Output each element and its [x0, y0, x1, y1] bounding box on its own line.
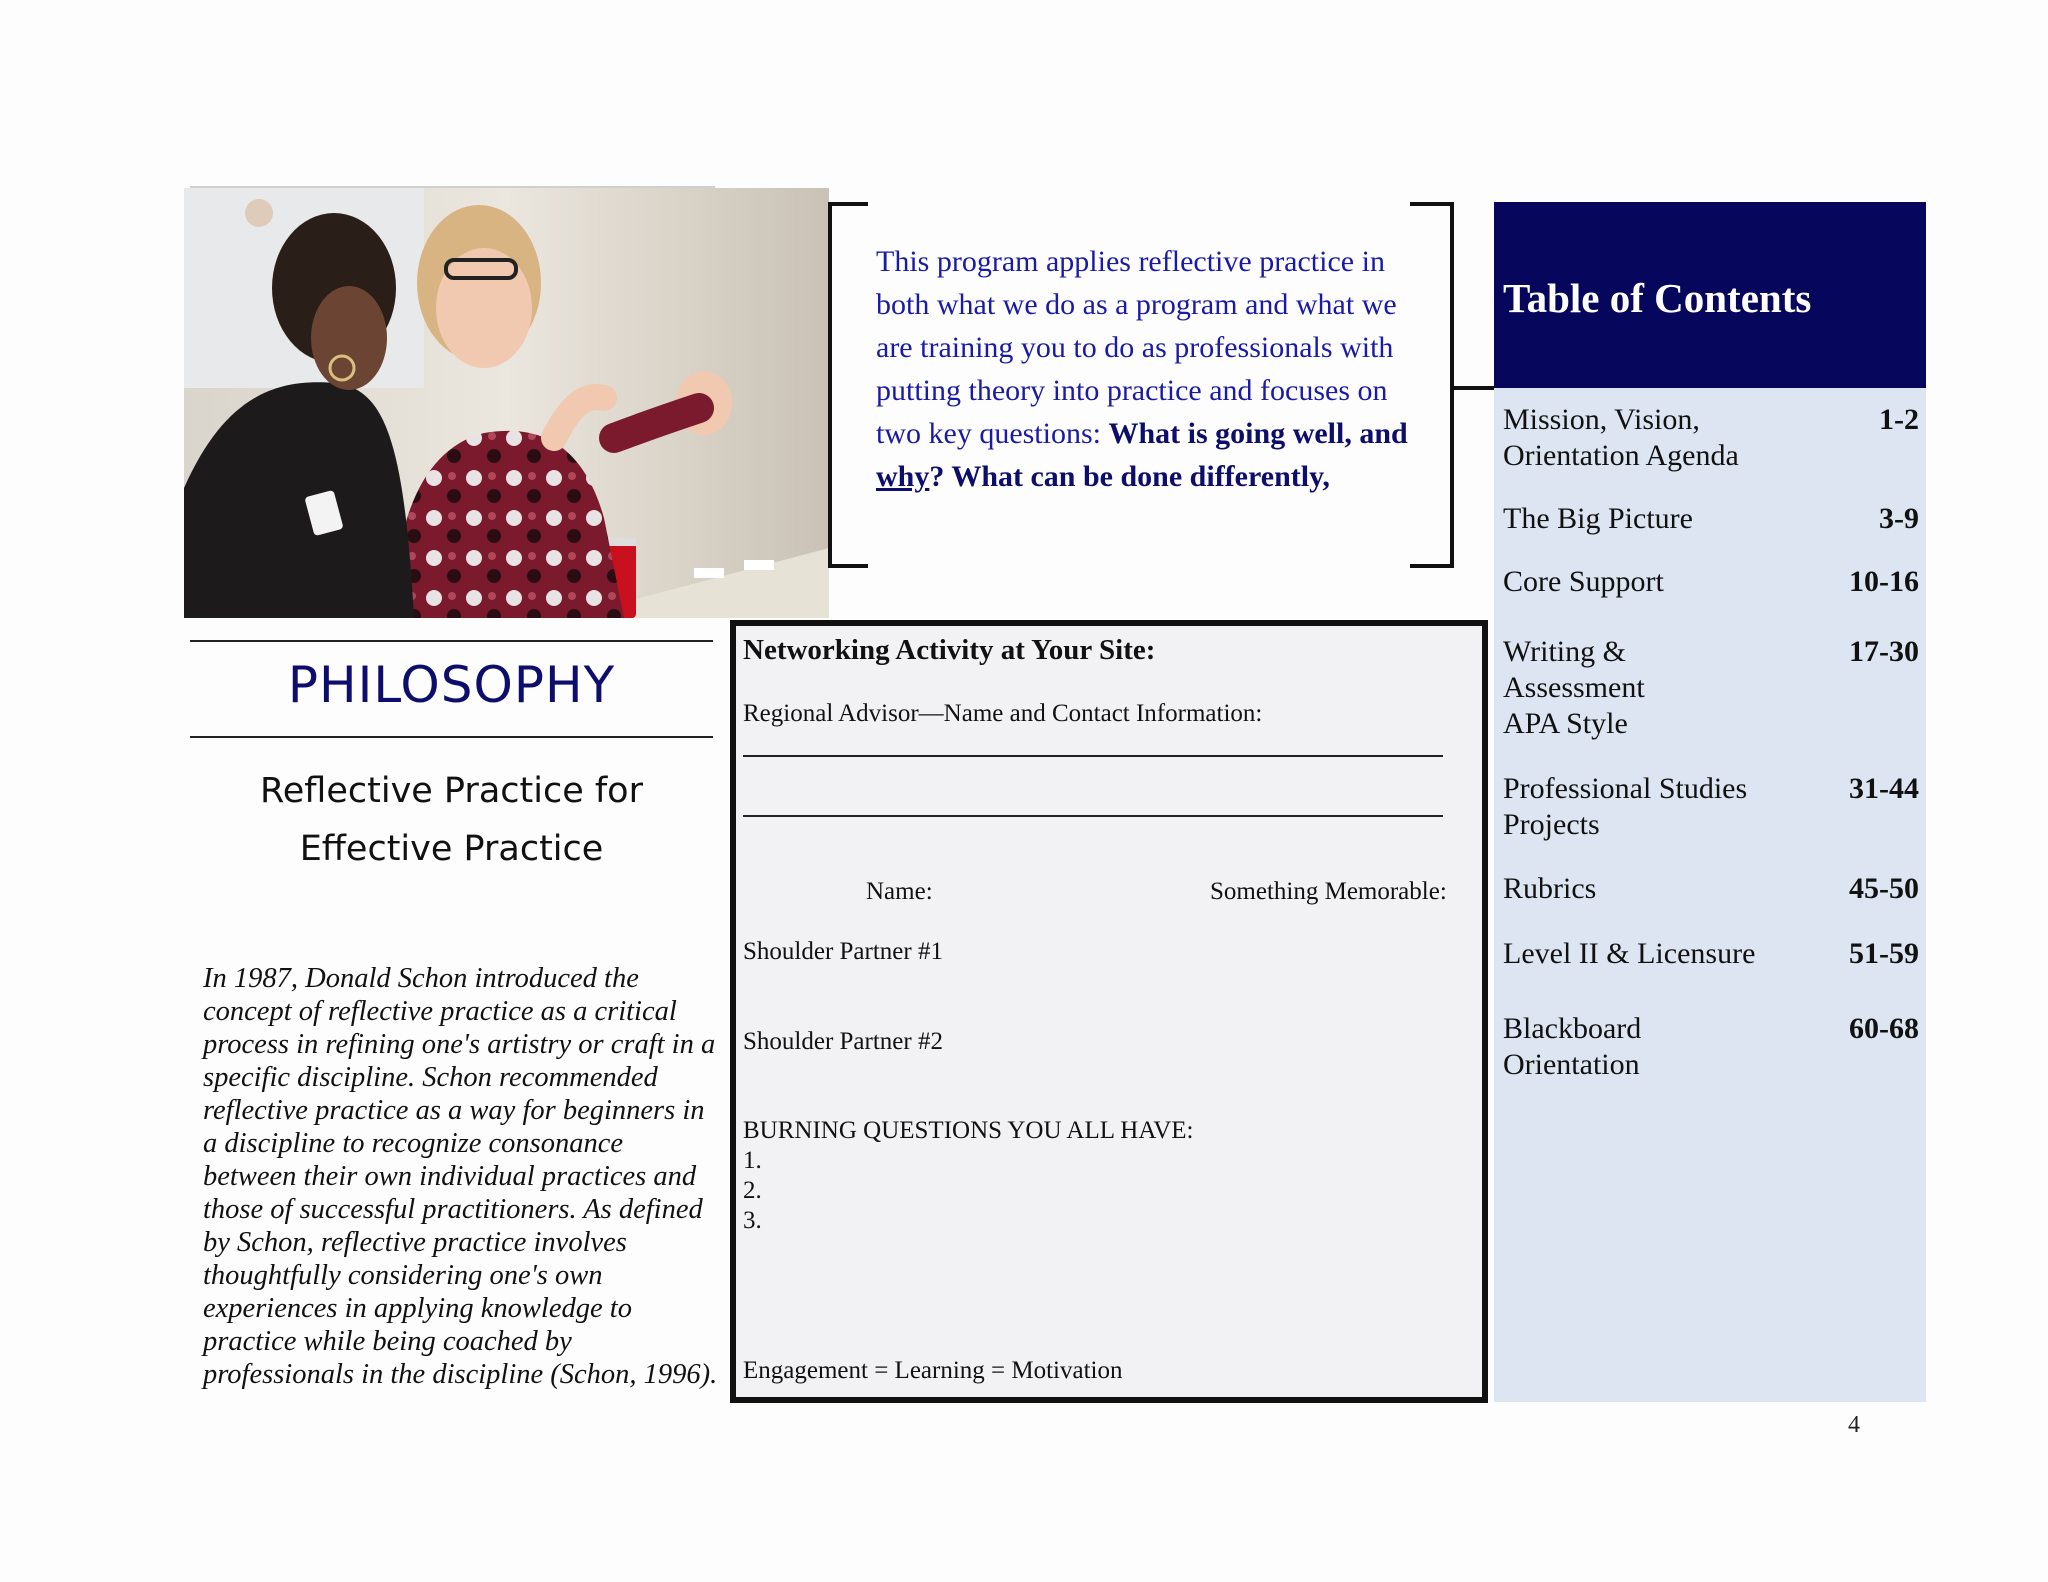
toc-item-label: Level II & Licensure: [1503, 937, 1756, 970]
toc-item-pages: 10-16: [1849, 565, 1919, 598]
engagement-footer: Engagement = Learning = Motivation: [743, 1357, 1123, 1384]
toc-item-label: Mission, Vision, Orientation Agenda: [1503, 403, 1739, 472]
toc-item-label: Writing & Assessment APA Style: [1503, 635, 1645, 740]
question-1: 1.: [743, 1147, 762, 1174]
burning-questions-label: BURNING QUESTIONS YOU ALL HAVE:: [743, 1117, 1194, 1144]
two-women-discussion-photo: [184, 188, 829, 618]
question-3: 3.: [743, 1207, 762, 1234]
toc-item-label: Core Support: [1503, 565, 1664, 598]
toc-item-pages: 17-30: [1849, 635, 1919, 668]
quote-why: why: [876, 460, 930, 493]
column-name: Name:: [866, 878, 933, 905]
photo: [184, 188, 829, 618]
quote-bold-2: ? What can be done differently,: [929, 460, 1330, 493]
shoulder-partner-1: Shoulder Partner #1: [743, 938, 943, 965]
toc-item-label: The Big Picture: [1503, 502, 1693, 535]
philosophy-bottom-rule: [190, 736, 713, 738]
toc-item-core-support[interactable]: [1503, 564, 1919, 600]
advisor-label: Regional Advisor—Name and Contact Information:: [743, 700, 1263, 727]
toc-item-mission[interactable]: [1503, 402, 1919, 474]
shoulder-partner-2: Shoulder Partner #2: [743, 1028, 943, 1055]
quote-bold-1: What is going well, and: [1108, 417, 1408, 450]
toc-item-rubrics[interactable]: [1503, 871, 1919, 907]
toc-item-writing[interactable]: [1503, 634, 1919, 742]
toc-item-label: Professional Studies Projects: [1503, 772, 1748, 841]
bracket-connector: [1454, 386, 1494, 390]
question-2: 2.: [743, 1177, 762, 1204]
toc-item-pages: 3-9: [1879, 502, 1919, 535]
quote-plain: This program applies reflective practice in both what we do as a program and what we are training you to do as professionals with putting theory into practice and focuses on two key questions:: [876, 245, 1397, 450]
networking-box: [730, 620, 1488, 1403]
advisor-line-1[interactable]: [743, 755, 1443, 757]
program-quote: [876, 240, 1416, 498]
subtitle-line-2: Effective Practice: [299, 829, 604, 869]
philosophy-subtitle: [190, 762, 713, 878]
toc-item-pages: 1-2: [1879, 403, 1919, 436]
toc-item-big-picture[interactable]: [1503, 501, 1919, 537]
page-number: 4: [1848, 1412, 1860, 1438]
column-memorable: Something Memorable:: [1210, 878, 1447, 905]
left-bracket: [828, 202, 868, 568]
toc-item-label: Blackboard Orientation: [1503, 1012, 1642, 1081]
toc-item-blackboard[interactable]: [1503, 1011, 1919, 1083]
networking-title: Networking Activity at Your Site:: [743, 634, 1156, 666]
toc-title: Table of Contents: [1503, 275, 1812, 321]
toc-item-professional-studies[interactable]: [1503, 771, 1919, 843]
toc-item-pages: 51-59: [1849, 937, 1919, 970]
advisor-line-2[interactable]: [743, 815, 1443, 817]
toc-item-pages: 60-68: [1849, 1012, 1919, 1045]
right-bracket: [1410, 202, 1454, 568]
toc-item-pages: 31-44: [1849, 772, 1919, 805]
philosophy-top-rule: [190, 640, 713, 642]
philosophy-body: In 1987, Donald Schon introduced the concept of reflective practice as a critical process in refining one's artistry or craft in a specific discipline. Schon recommended reflective practice as a way for beginners in a discipline to recognize consonance between their own individual practices and those of successful practitioners. As defined by Schon, reflective practice involves thoughtfully considering one's own experiences in applying knowledge to practice while being coached by professionals in the discipline (Schon, 1996).: [203, 963, 718, 1390]
toc-item-pages: 45-50: [1849, 872, 1919, 905]
subtitle-line-1: Reflective Practice for: [260, 771, 643, 811]
toc-item-level-ii[interactable]: [1503, 936, 1919, 972]
toc-item-label: Rubrics: [1503, 872, 1597, 905]
philosophy-title: PHILOSOPHY: [287, 656, 616, 714]
